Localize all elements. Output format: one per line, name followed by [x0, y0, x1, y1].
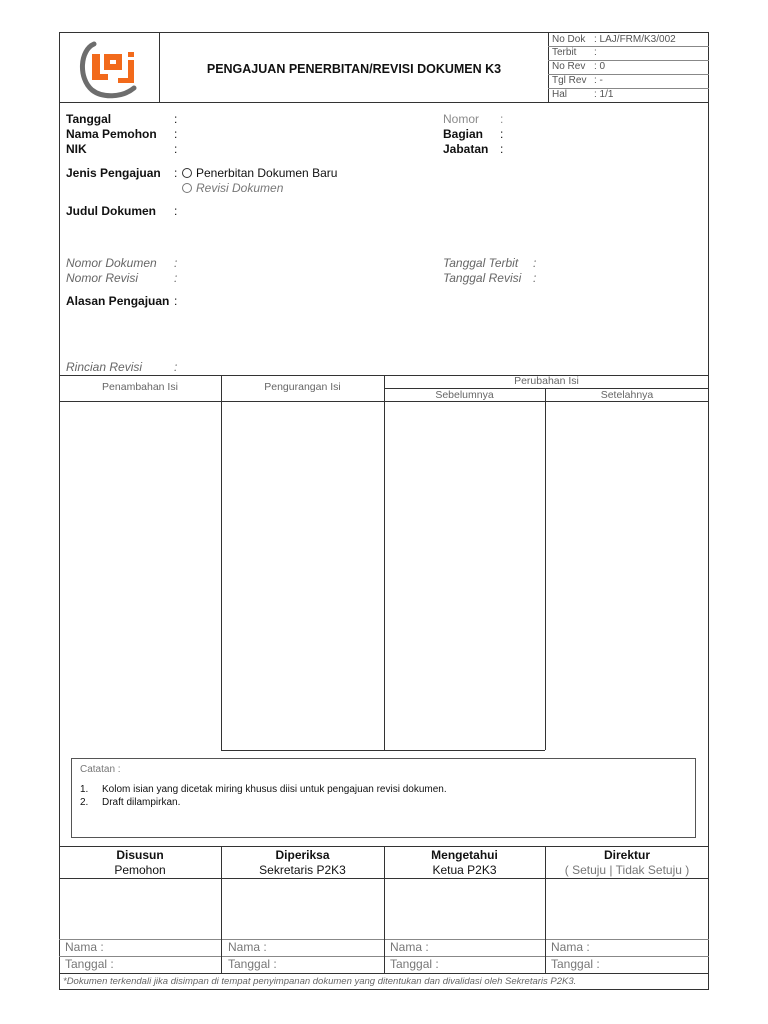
sig-diperiksa-role: Diperiksa — [275, 848, 330, 862]
sig-mengetahui-box[interactable] — [385, 879, 544, 938]
judul-dokumen-label: Judul Dokumen — [66, 204, 157, 218]
bagian-label: Bagian — [443, 127, 484, 141]
option-revisi-label: Revisi Dokumen — [196, 181, 284, 195]
radio-circle-icon[interactable] — [182, 183, 192, 193]
tanggal-terbit-colon[interactable]: : — [533, 256, 537, 270]
jenis-pengajuan-label: Jenis Pengajuan — [66, 166, 161, 180]
sig-tanggal-field[interactable]: Tanggal : — [228, 957, 277, 971]
sig-disusun-role: Disusun — [116, 848, 164, 862]
nomor-dokumen-colon[interactable]: : — [174, 256, 178, 270]
sig-nama-field[interactable]: Nama : — [551, 940, 590, 954]
company-logo — [72, 38, 148, 100]
sig-disusun-sub: Pemohon — [114, 863, 166, 877]
penambahan-cell[interactable] — [60, 402, 220, 749]
judul-dokumen-colon[interactable]: : — [174, 204, 178, 218]
sig-tanggal-field[interactable]: Tanggal : — [65, 957, 114, 971]
sig-diperiksa-sub: Sekretaris P2K3 — [259, 863, 346, 877]
rincian-revisi-colon: : — [174, 360, 178, 374]
sig-nama-field[interactable]: Nama : — [65, 940, 104, 954]
sig-direktur-box[interactable] — [546, 879, 708, 938]
nomor-dokumen-label: Nomor Dokumen — [66, 256, 157, 270]
catatan-title: Catatan : — [80, 764, 121, 775]
sig-nama-field[interactable]: Nama : — [228, 940, 267, 954]
catatan-item-num: 2. — [80, 797, 89, 808]
nik-label: NIK — [66, 142, 87, 156]
meta-no-dok-value: : LAJ/FRM/K3/002 — [594, 34, 676, 45]
option-dokumen-baru[interactable] — [182, 166, 337, 180]
logo-icon — [72, 38, 148, 100]
sig-tanggal-field[interactable]: Tanggal : — [551, 957, 600, 971]
tanggal-label: Tanggal — [66, 112, 112, 126]
pengurangan-header: Pengurangan Isi — [264, 381, 341, 393]
sig-direktur-approval-options[interactable]: ( Setuju | Tidak Setuju ) — [564, 863, 690, 877]
nama-pemohon-colon[interactable]: : — [174, 127, 178, 141]
sig-mengetahui-role: Mengetahui — [431, 848, 498, 862]
meta-hal-label: Hal — [552, 89, 568, 100]
nama-pemohon-label: Nama Pemohon — [66, 127, 157, 141]
footnote: *Dokumen terkendali jika disimpan di tempat penyimpanan dokumen yang ditentukan dan divalidasi oleh Sekretaris P2K3. — [63, 976, 577, 987]
option-revisi-dokumen[interactable] — [182, 181, 283, 195]
alasan-pengajuan-label: Alasan Pengajuan — [66, 294, 170, 308]
tanggal-terbit-label: Tanggal Terbit — [443, 256, 519, 270]
rincian-revisi-label: Rincian Revisi — [66, 360, 143, 374]
option-baru-label: Penerbitan Dokumen Baru — [196, 166, 338, 180]
sig-direktur-role: Direktur — [603, 848, 650, 862]
meta-hal-value: : 1/1 — [594, 89, 614, 100]
setelahnya-cell[interactable] — [546, 402, 708, 749]
radio-circle-icon[interactable] — [182, 168, 192, 178]
tanggal-revisi-colon[interactable]: : — [533, 271, 537, 285]
catatan-item-text: Draft dilampirkan. — [102, 797, 181, 808]
sebelumnya-cell[interactable] — [385, 402, 544, 749]
pengurangan-cell[interactable] — [222, 402, 383, 749]
jabatan-label: Jabatan — [443, 142, 489, 156]
meta-terbit-value: : — [594, 47, 597, 58]
sebelumnya-header: Sebelumnya — [435, 389, 494, 401]
bagian-colon[interactable]: : — [500, 127, 504, 141]
tanggal-colon[interactable]: : — [174, 112, 178, 126]
meta-terbit-label: Terbit — [552, 47, 577, 58]
setelahnya-header: Setelahnya — [600, 389, 654, 401]
tanggal-revisi-label: Tanggal Revisi — [443, 271, 522, 285]
sig-mengetahui-sub: Ketua P2K3 — [432, 863, 497, 877]
meta-tgl-rev-label: Tgl Rev — [552, 75, 587, 86]
sig-diperiksa-box[interactable] — [222, 879, 383, 938]
sig-disusun-box[interactable] — [60, 879, 220, 938]
nomor-revisi-label: Nomor Revisi — [66, 271, 139, 285]
penambahan-header: Penambahan Isi — [102, 381, 178, 393]
alasan-pengajuan-colon[interactable]: : — [174, 294, 178, 308]
catatan-item-text: Kolom isian yang dicetak miring khusus diisi untuk pengajuan revisi dokumen. — [102, 784, 447, 795]
sig-nama-field[interactable]: Nama : — [390, 940, 429, 954]
jenis-pengajuan-colon: : — [174, 166, 178, 180]
meta-tgl-rev-value: : - — [594, 75, 603, 86]
meta-no-dok-label: No Dok — [552, 34, 586, 45]
nomor-colon[interactable]: : — [500, 112, 504, 126]
jabatan-colon[interactable]: : — [500, 142, 504, 156]
perubahan-header: Perubahan Isi — [514, 375, 579, 387]
nomor-label: Nomor — [443, 112, 480, 126]
nomor-revisi-colon[interactable]: : — [174, 271, 178, 285]
sig-tanggal-field[interactable]: Tanggal : — [390, 957, 439, 971]
nik-colon[interactable]: : — [174, 142, 178, 156]
meta-no-rev-value: : 0 — [594, 61, 606, 72]
meta-no-rev-label: No Rev — [552, 61, 586, 72]
catatan-item-num: 1. — [80, 784, 89, 795]
form-title: PENGAJUAN PENERBITAN/REVISI DOKUMEN K3 — [206, 62, 502, 76]
